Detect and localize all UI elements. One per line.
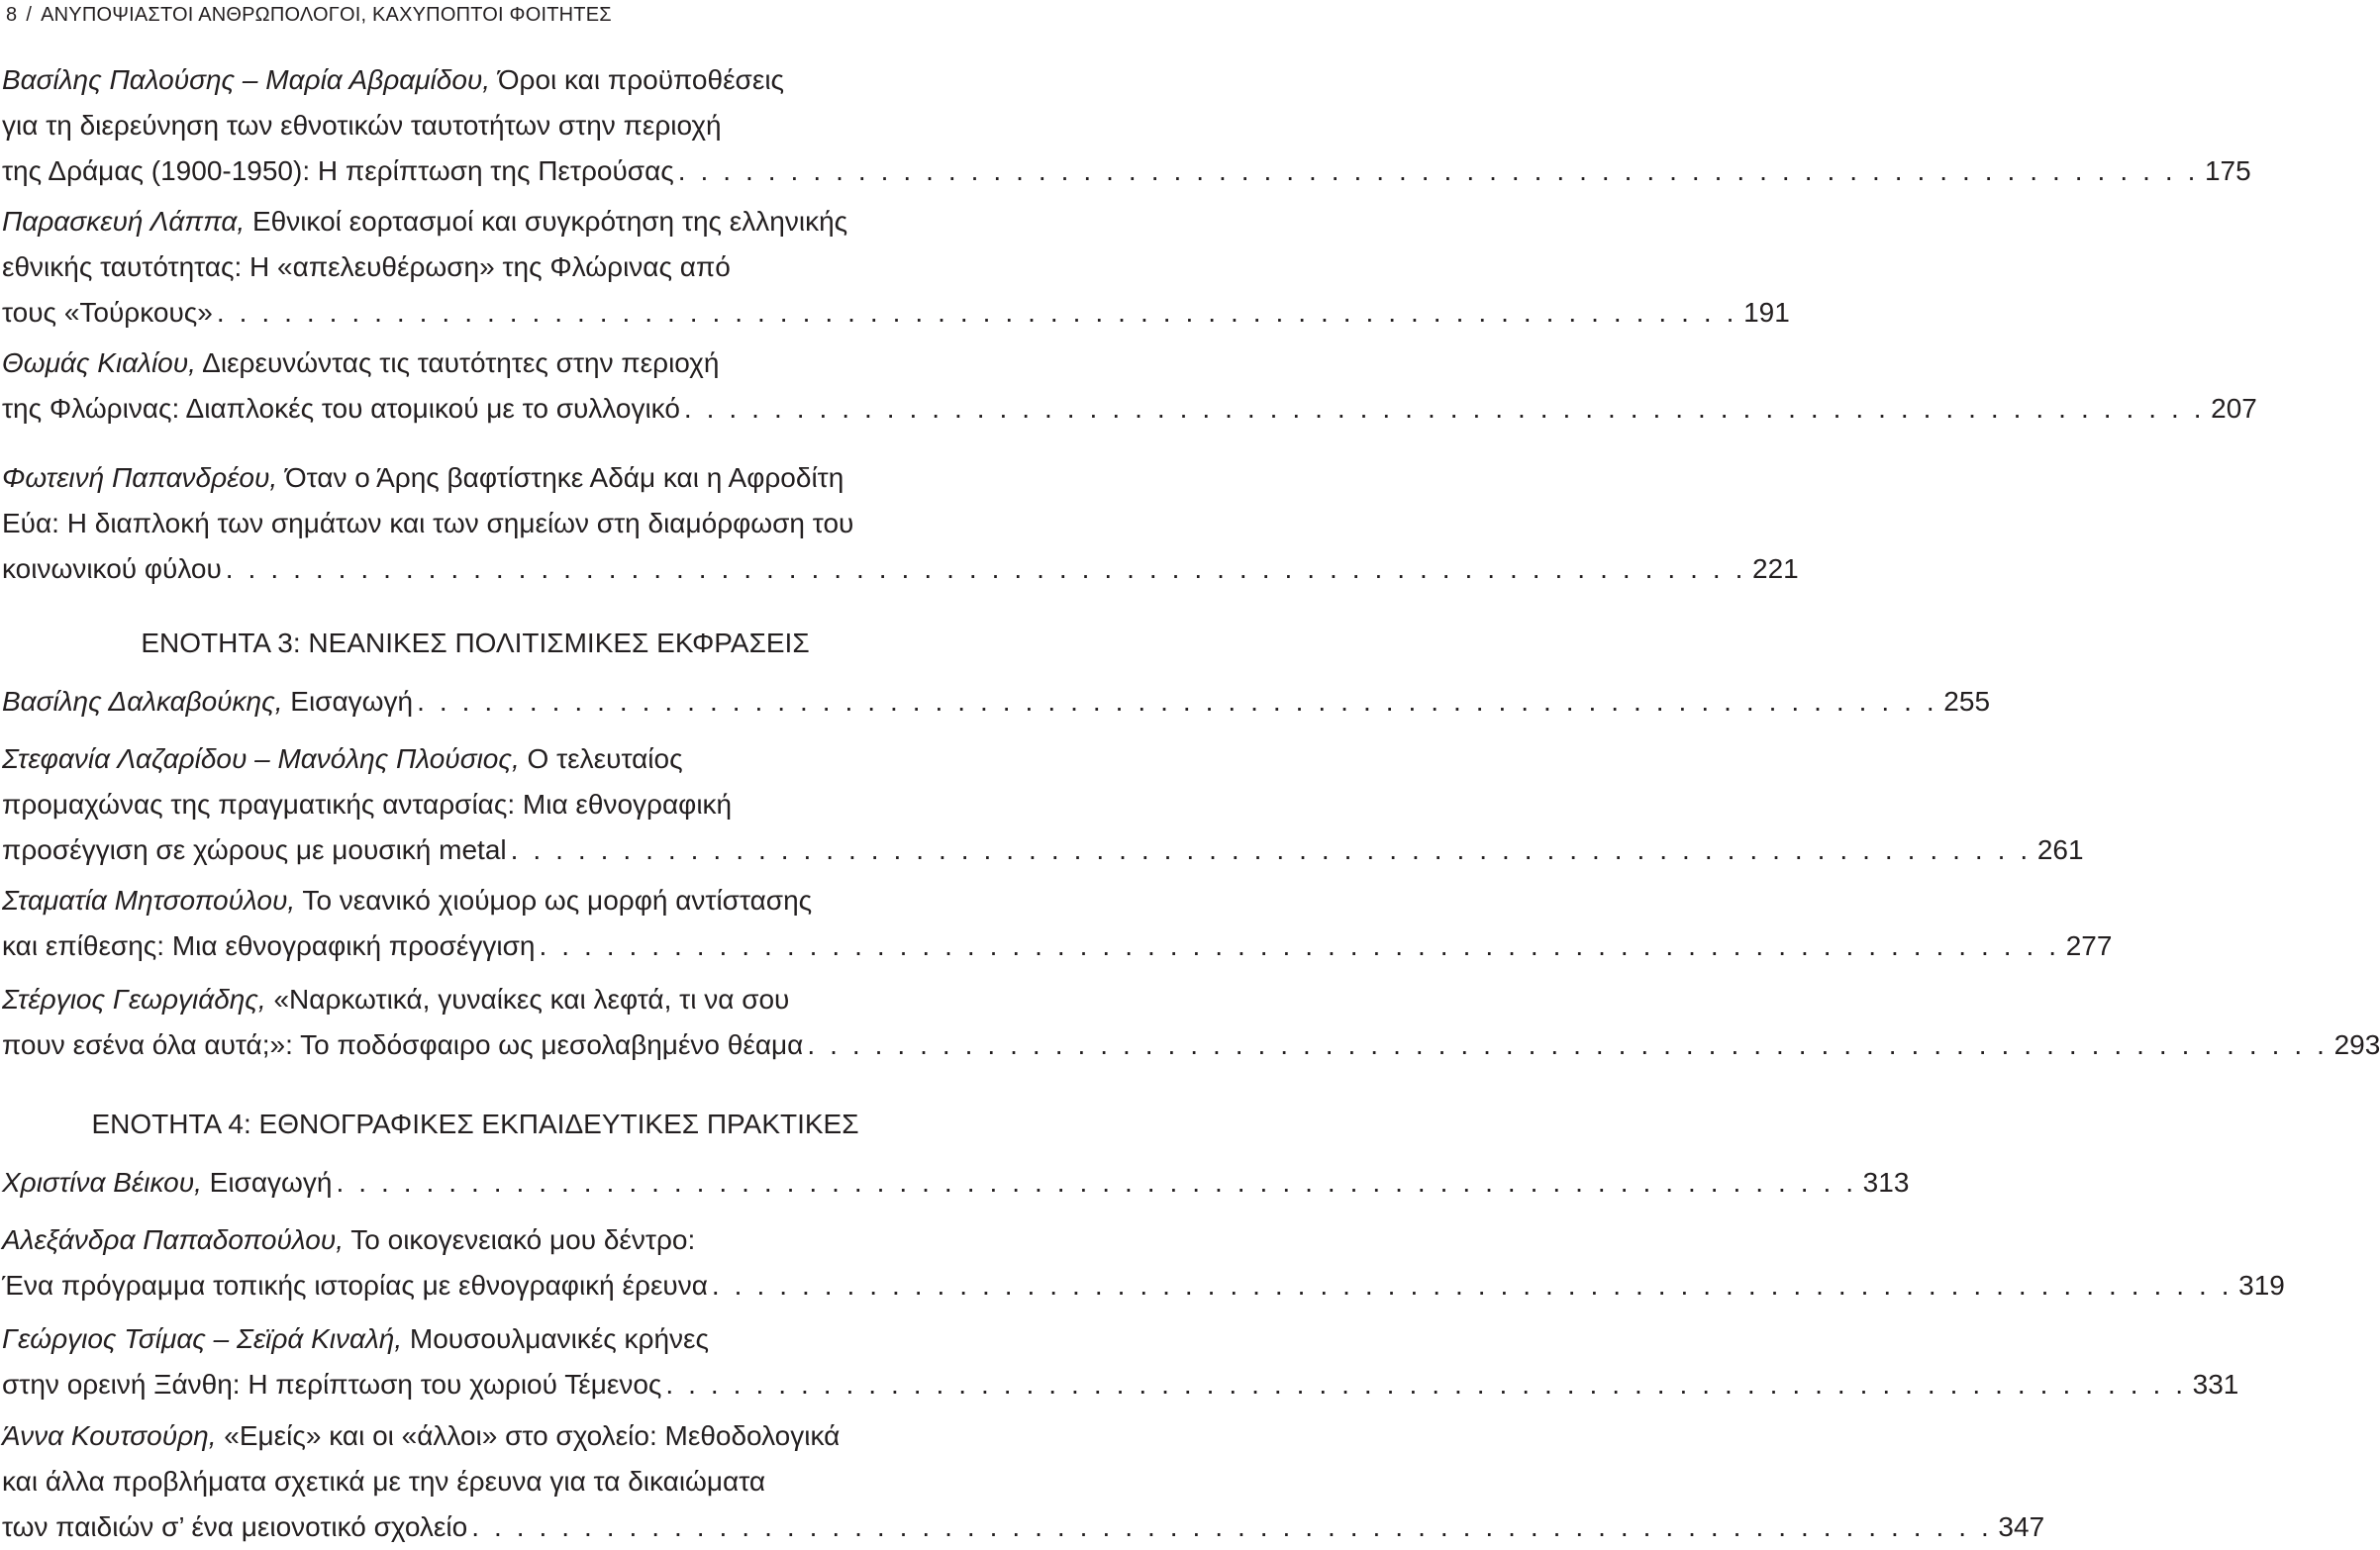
entry-title: Μουσουλμανικές κρήνες bbox=[402, 1323, 710, 1354]
dot-leader: . . . . . . . . . . . . . . . . . . . . . . . . . . . . . . . . . . . . . . . . . . . . . . . . . . . . . . . . . . . . . . . . . . . . bbox=[711, 1270, 2233, 1301]
dot-leader: . . . . . . . . . . . . . . . . . . . . . . . . . . . . . . . . . . . . . . . . . . . . . . . . . . . . . . . . . . . . . . . . . . . . bbox=[807, 1029, 2329, 1060]
entry-authors: Στέργιος Γεωργιάδης, bbox=[2, 984, 266, 1015]
toc-entry[interactable] bbox=[2, 1217, 2285, 1308]
entry-title-end: της Φλώρινας: Διαπλοκές του ατομικού με το συλλογικό bbox=[2, 393, 680, 424]
header-separator: / bbox=[26, 4, 33, 26]
entry-title-end: Ένα πρόγραμμα τοπικής ιστορίας με εθνογραφική έρευνα bbox=[2, 1270, 708, 1301]
entry-title-end: πουν εσένα όλα αυτά;»: Το ποδόσφαιρο ως μεσολαβημένο θέαμα bbox=[2, 1029, 804, 1060]
dot-leader: . . . . . . . . . . . . . . . . . . . . . . . . . . . . . . . . . . . . . . . . . . . . . . . . . . . . . . . . . . . . . . . . . . . . bbox=[665, 1369, 2187, 1400]
entry-title: Διερευνώντας τις ταυτότητες στην περιοχή bbox=[195, 347, 720, 378]
section-4-title: ΕΝΟΤΗΤΑ 4: ΕΘΝΟΓΡΑΦΙΚΕΣ ΕΚΠΑΙΔΕΥΤΙΚΕΣ ΠΡΑΚΤΙΚΕΣ bbox=[91, 1109, 859, 1139]
dot-leader: . . . . . . . . . . . . . . . . . . . . . . . . . . . . . . . . . . . . . . . . . . . . . . . . . . . . . . . . . . . . . . . . . . . . bbox=[417, 686, 1938, 717]
entry-title-continued: και άλλα προβλήματα σχετικά με την έρευνα για τα δικαιώματα bbox=[2, 1466, 766, 1497]
entry-title-continued: Εύα: Η διαπλοκή των σημάτων και των σημείων στη διαμόρφωση του bbox=[2, 508, 854, 538]
entry-title-end: τους «Τούρκους» bbox=[2, 297, 213, 328]
entry-authors: Χριστίνα Βέικου, bbox=[2, 1167, 202, 1198]
toc-entry[interactable] bbox=[2, 1160, 1910, 1206]
toc-entry[interactable] bbox=[2, 199, 1790, 336]
entry-title: Εθνικοί εορτασμοί και συγκρότηση της ελληνικής bbox=[245, 206, 848, 237]
entry-title: Ο τελευταίος bbox=[519, 743, 683, 774]
entry-page-number: 277 bbox=[2065, 930, 2113, 961]
dot-leader: . . . . . . . . . . . . . . . . . . . . . . . . . . . . . . . . . . . . . . . . . . . . . . . . . . . . . . . . . . . . . . . . . . . . bbox=[677, 155, 2199, 186]
entry-title: Εισαγωγή bbox=[201, 1167, 333, 1198]
dot-leader: . . . . . . . . . . . . . . . . . . . . . . . . . . . . . . . . . . . . . . . . . . . . . . . . . . . . . . . . . . . . . . . . . . . . bbox=[225, 553, 1747, 584]
entry-authors: Βασίλης Δαλκαβούκης, bbox=[2, 686, 283, 717]
entry-page-number: 207 bbox=[2211, 393, 2257, 424]
entry-title-continued: προμαχώνας της πραγματικής ανταρσίας: Μια εθνογραφική bbox=[2, 789, 733, 820]
entry-page-number: 313 bbox=[1862, 1167, 1910, 1198]
section-3-title: ΕΝΟΤΗΤΑ 3: ΝΕΑΝΙΚΕΣ ΠΟΛΙΤΙΣΜΙΚΕΣ ΕΚΦΡΑΣΕΙΣ bbox=[141, 628, 810, 658]
entry-title-end: και επίθεσης: Μια εθνογραφική προσέγγιση bbox=[2, 930, 536, 961]
entry-title-continued: για τη διερεύνηση των εθνοτικών ταυτοτήτων στην περιοχή bbox=[2, 110, 722, 141]
toc-entry[interactable] bbox=[2, 977, 2380, 1068]
running-header bbox=[6, 4, 612, 27]
dot-leader: . . . . . . . . . . . . . . . . . . . . . . . . . . . . . . . . . . . . . . . . . . . . . . . . . . . . . . . . . . . . . . . . . . . . bbox=[336, 1167, 1857, 1198]
dot-leader: . . . . . . . . . . . . . . . . . . . . . . . . . . . . . . . . . . . . . . . . . . . . . . . . . . . . . . . . . . . . . . . . . . . . bbox=[510, 834, 2032, 865]
dot-leader: . . . . . . . . . . . . . . . . . . . . . . . . . . . . . . . . . . . . . . . . . . . . . . . . . . . . . . . . . . . . . . . . . . . . bbox=[539, 930, 2060, 961]
entry-title: Το οικογενειακό μου δέντρο: bbox=[343, 1224, 696, 1255]
dot-leader: . . . . . . . . . . . . . . . . . . . . . . . . . . . . . . . . . . . . . . . . . . . . . . . . . . . . . . . . . . . . . . . . . . . . bbox=[471, 1511, 1993, 1542]
toc-entry[interactable] bbox=[2, 1413, 2045, 1550]
entry-authors: Άννα Κουτσούρη, bbox=[2, 1420, 217, 1451]
toc-entry[interactable] bbox=[2, 340, 2257, 432]
entry-page-number: 175 bbox=[2204, 155, 2251, 186]
entry-page-number: 255 bbox=[1943, 686, 1991, 717]
entry-authors: Γεώργιος Τσίμας – Σεϊρά Κιναλή, bbox=[2, 1323, 403, 1354]
entry-page-number: 319 bbox=[2238, 1270, 2285, 1301]
toc-entry[interactable] bbox=[2, 679, 1991, 725]
entry-title-end: στην ορεινή Ξάνθη: Η περίπτωση του χωριού Τέμενος bbox=[2, 1369, 662, 1400]
toc-entry[interactable] bbox=[2, 736, 2084, 873]
entry-title-end: κοινωνικού φύλου bbox=[2, 553, 222, 584]
entry-title: Εισαγωγή bbox=[282, 686, 414, 717]
toc-entry[interactable] bbox=[2, 57, 2251, 194]
dot-leader: . . . . . . . . . . . . . . . . . . . . . . . . . . . . . . . . . . . . . . . . . . . . . . . . . . . . . . . . . . . . . . . . . . . . bbox=[216, 297, 1738, 328]
entry-title: «Εμείς» και οι «άλλοι» στο σχολείο: Μεθοδολογικά bbox=[216, 1420, 841, 1451]
entry-authors: Βασίλης Παλούσης – Μαρία Αβραμίδου, bbox=[2, 64, 491, 95]
entry-title-end: προσέγγιση σε χώρους με μουσική metal bbox=[2, 834, 507, 865]
entry-page-number: 261 bbox=[2036, 834, 2084, 865]
entry-authors: Παρασκευή Λάππα, bbox=[2, 206, 246, 237]
toc-entry[interactable] bbox=[2, 878, 2113, 969]
entry-title-end: της Δράμας (1900-1950): Η περίπτωση της Πετρούσας bbox=[2, 155, 674, 186]
entry-page-number: 331 bbox=[2192, 1369, 2239, 1400]
entry-title-end: των παιδιών σ’ ένα μειονοτικό σχολείο bbox=[2, 1511, 468, 1542]
entry-title: «Ναρκωτικά, γυναίκες και λεφτά, τι να σου bbox=[265, 984, 790, 1015]
header-page-number: 8 bbox=[6, 4, 18, 26]
entry-authors: Στεφανία Λαζαρίδου – Μανόλης Πλούσιος, bbox=[2, 743, 520, 774]
entry-page-number: 221 bbox=[1752, 553, 1799, 584]
entry-page-number: 347 bbox=[1998, 1511, 2045, 1542]
entry-title: Το νεανικό χιούμορ ως μορφή αντίστασης bbox=[295, 885, 813, 916]
entry-authors: Φωτεινή Παπανδρέου, bbox=[2, 462, 278, 493]
dot-leader: . . . . . . . . . . . . . . . . . . . . . . . . . . . . . . . . . . . . . . . . . . . . . . . . . . . . . . . . . . . . . . . . . . . . bbox=[683, 393, 2206, 424]
entry-title-continued: εθνικής ταυτότητας: Η «απελευθέρωση» της Φλώρινας από bbox=[2, 251, 731, 282]
toc-entry[interactable] bbox=[2, 1316, 2239, 1407]
entry-title: Όταν ο Άρης βαφτίστηκε Αδάμ και η Αφροδίτη bbox=[277, 462, 844, 493]
toc-entry[interactable] bbox=[2, 455, 1799, 592]
entry-authors: Σταματία Μητσοπούλου, bbox=[2, 885, 296, 916]
entry-authors: Αλεξάνδρα Παπαδοπούλου, bbox=[2, 1224, 344, 1255]
entry-page-number: 293 bbox=[2333, 1029, 2380, 1060]
entry-page-number: 191 bbox=[1743, 297, 1790, 328]
entry-title: Όροι και προϋποθέσεις bbox=[490, 64, 785, 95]
entry-authors: Θωμάς Κιαλίου, bbox=[2, 347, 196, 378]
header-running-title: ΑΝΥΠΟΨΙΑΣΤΟΙ ΑΝΘΡΩΠΟΛΟΓΟΙ, ΚΑΧΥΠΟΠΤΟΙ ΦΟΙΤΗΤΕΣ bbox=[41, 4, 612, 26]
